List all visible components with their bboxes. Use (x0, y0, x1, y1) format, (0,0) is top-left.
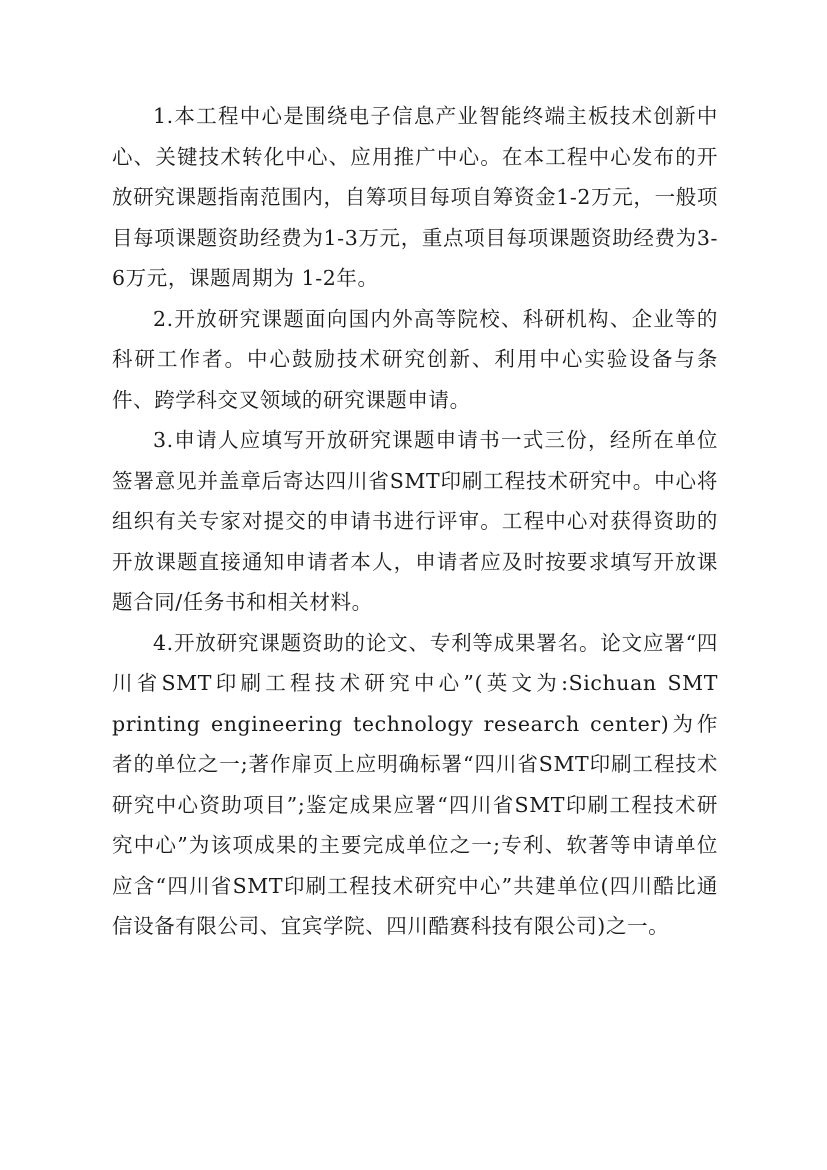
paragraph-1: 1.本工程中心是围绕电子信息产业智能终端主板技术创新中心、关键技术转化中心、应用推广中心。在本工程中心发布的开放研究课题指南范围内，自筹项目每项自筹资金1-2万元，一般项目每项课题资助经费为1-3万元，重点项目每项课题资助经费为3-6万元，课题周期为 1-2年。 (112, 104, 718, 290)
paragraph-2: 2.开放研究课题面向国内外高等院校、科研机构、企业等的科研工作者。中心鼓励技术研究创新、利用中心实验设备与条件、跨学科交叉领域的研究课题申请。 (112, 306, 718, 412)
document-body (112, 96, 718, 947)
paragraph-4: 4.开放研究课题资助的论文、专利等成果署名。论文应署“四川省SMT印刷工程技术研究中心”(英文为:Sichuan SMT printing engineering technology research center)为作者的单位之一;著作扉页上应明确标署“四川省SMT印刷工程技术研究中心资助项目”;鉴定成果应署“四川省SMT印刷工程技术研究中心”为该项成果的主要完成单位之一;专利、软著等申请单位应含“四川省SMT印刷工程技术研究中心”共建单位(四川酷比通信设备有限公司、宜宾学院、四川酷赛科技有限公司)之一。 (112, 630, 718, 938)
paragraph-3: 3.申请人应填写开放研究课题申请书一式三份，经所在单位签署意见并盖章后寄达四川省SMT印刷工程技术研究中。中心将组织有关专家对提交的申请书进行评审。工程中心对获得资助的开放课题直接通知申请者本人，申请者应及时按要求填写开放课题合同/任务书和相关材料。 (112, 428, 718, 614)
